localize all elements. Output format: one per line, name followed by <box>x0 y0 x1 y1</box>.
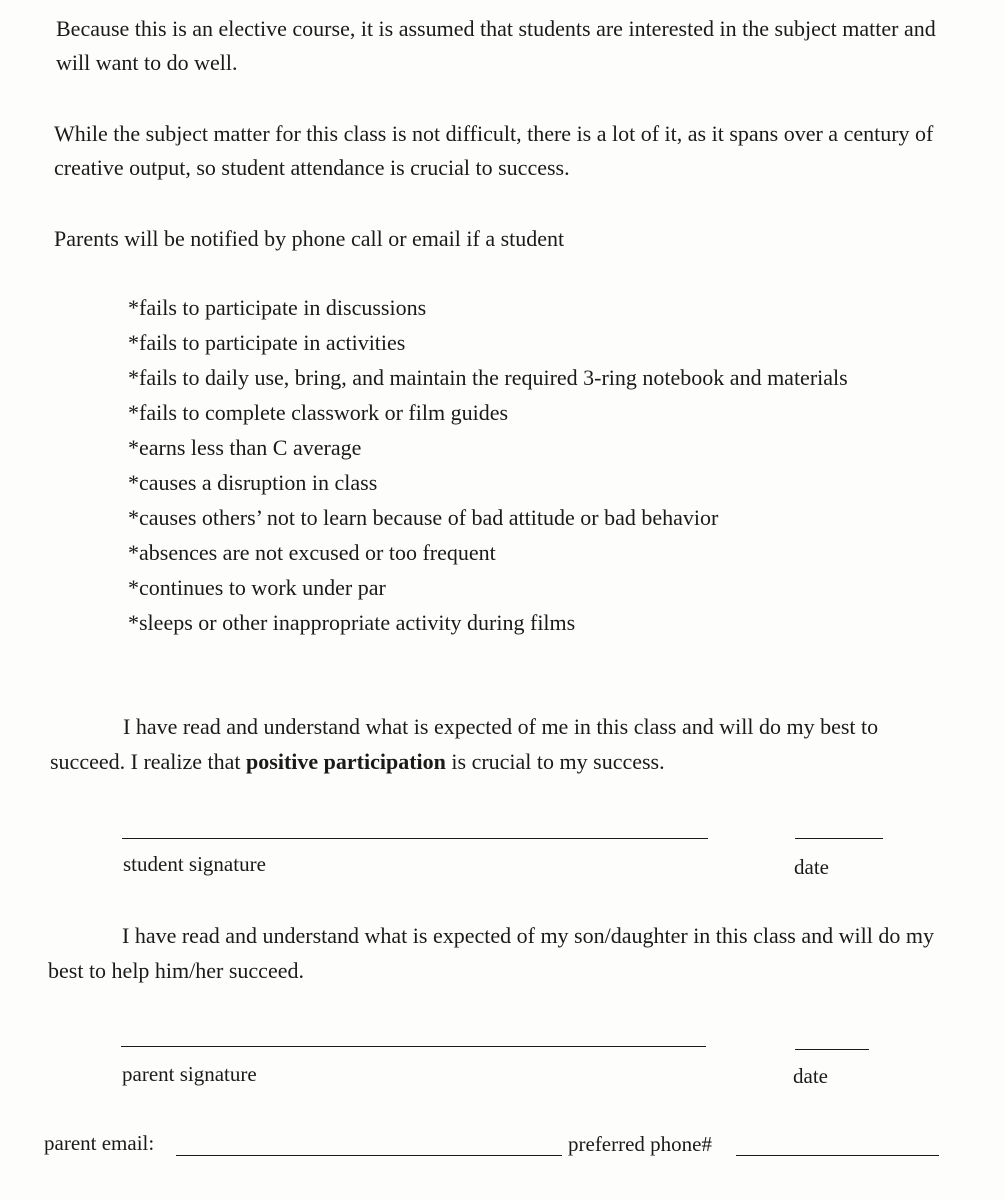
parent-email-label: parent email: <box>44 1131 155 1155</box>
criteria-item: *causes others’ not to learn because of bad attitude or bad behavior <box>128 505 719 530</box>
preferred-phone-line[interactable] <box>736 1155 939 1156</box>
parent-signature-line[interactable] <box>121 1046 706 1047</box>
student-signature-line[interactable] <box>122 838 708 839</box>
preferred-phone-label: preferred phone# <box>568 1132 713 1156</box>
student-ack-text-end: is crucial to my success. <box>445 749 665 774</box>
criteria-item: *fails to complete classwork or film guides <box>128 400 509 425</box>
criteria-item: *continues to work under par <box>128 575 386 600</box>
criteria-item: *causes a disruption in class <box>128 470 378 495</box>
intro-paragraph-attendance: While the subject matter for this class is not difficult, there is a lot of it, as it spans over a century of creative output, so student attendance is crucial to success. <box>54 121 934 180</box>
student-date-line[interactable] <box>795 838 883 839</box>
criteria-item: *absences are not excused or too frequent <box>128 540 496 565</box>
parent-signature-label: parent signature <box>122 1062 257 1086</box>
intro-paragraph-elective: Because this is an elective course, it is assumed that students are interested in the subject matter and will want to do well. <box>56 16 936 75</box>
student-signature-label: student signature <box>123 852 266 876</box>
student-date-label: date <box>794 855 829 879</box>
student-acknowledgement <box>50 709 950 779</box>
criteria-item: *fails to participate in discussions <box>128 295 427 320</box>
parent-date-line[interactable] <box>795 1049 869 1050</box>
student-ack-text: I have read and understand what is expected of me in this class and will do my best to succeed. I realize that <box>50 714 879 774</box>
intro-paragraph-notification: Parents will be notified by phone call or email if a student <box>54 226 565 251</box>
notification-criteria-list <box>128 290 988 640</box>
criteria-item: *earns less than C average <box>128 435 362 460</box>
parent-acknowledgement: I have read and understand what is expected of my son/daughter in this class and will do my best to help him/her succeed. <box>48 923 934 983</box>
criteria-item: *fails to daily use, bring, and maintain the required 3-ring notebook and materials <box>128 365 848 390</box>
parent-date-label: date <box>793 1064 828 1088</box>
parent-email-line[interactable] <box>176 1155 562 1156</box>
student-ack-emphasis: positive participation <box>246 749 446 774</box>
criteria-item: *fails to participate in activities <box>128 330 406 355</box>
criteria-item: *sleeps or other inappropriate activity during films <box>128 610 576 635</box>
